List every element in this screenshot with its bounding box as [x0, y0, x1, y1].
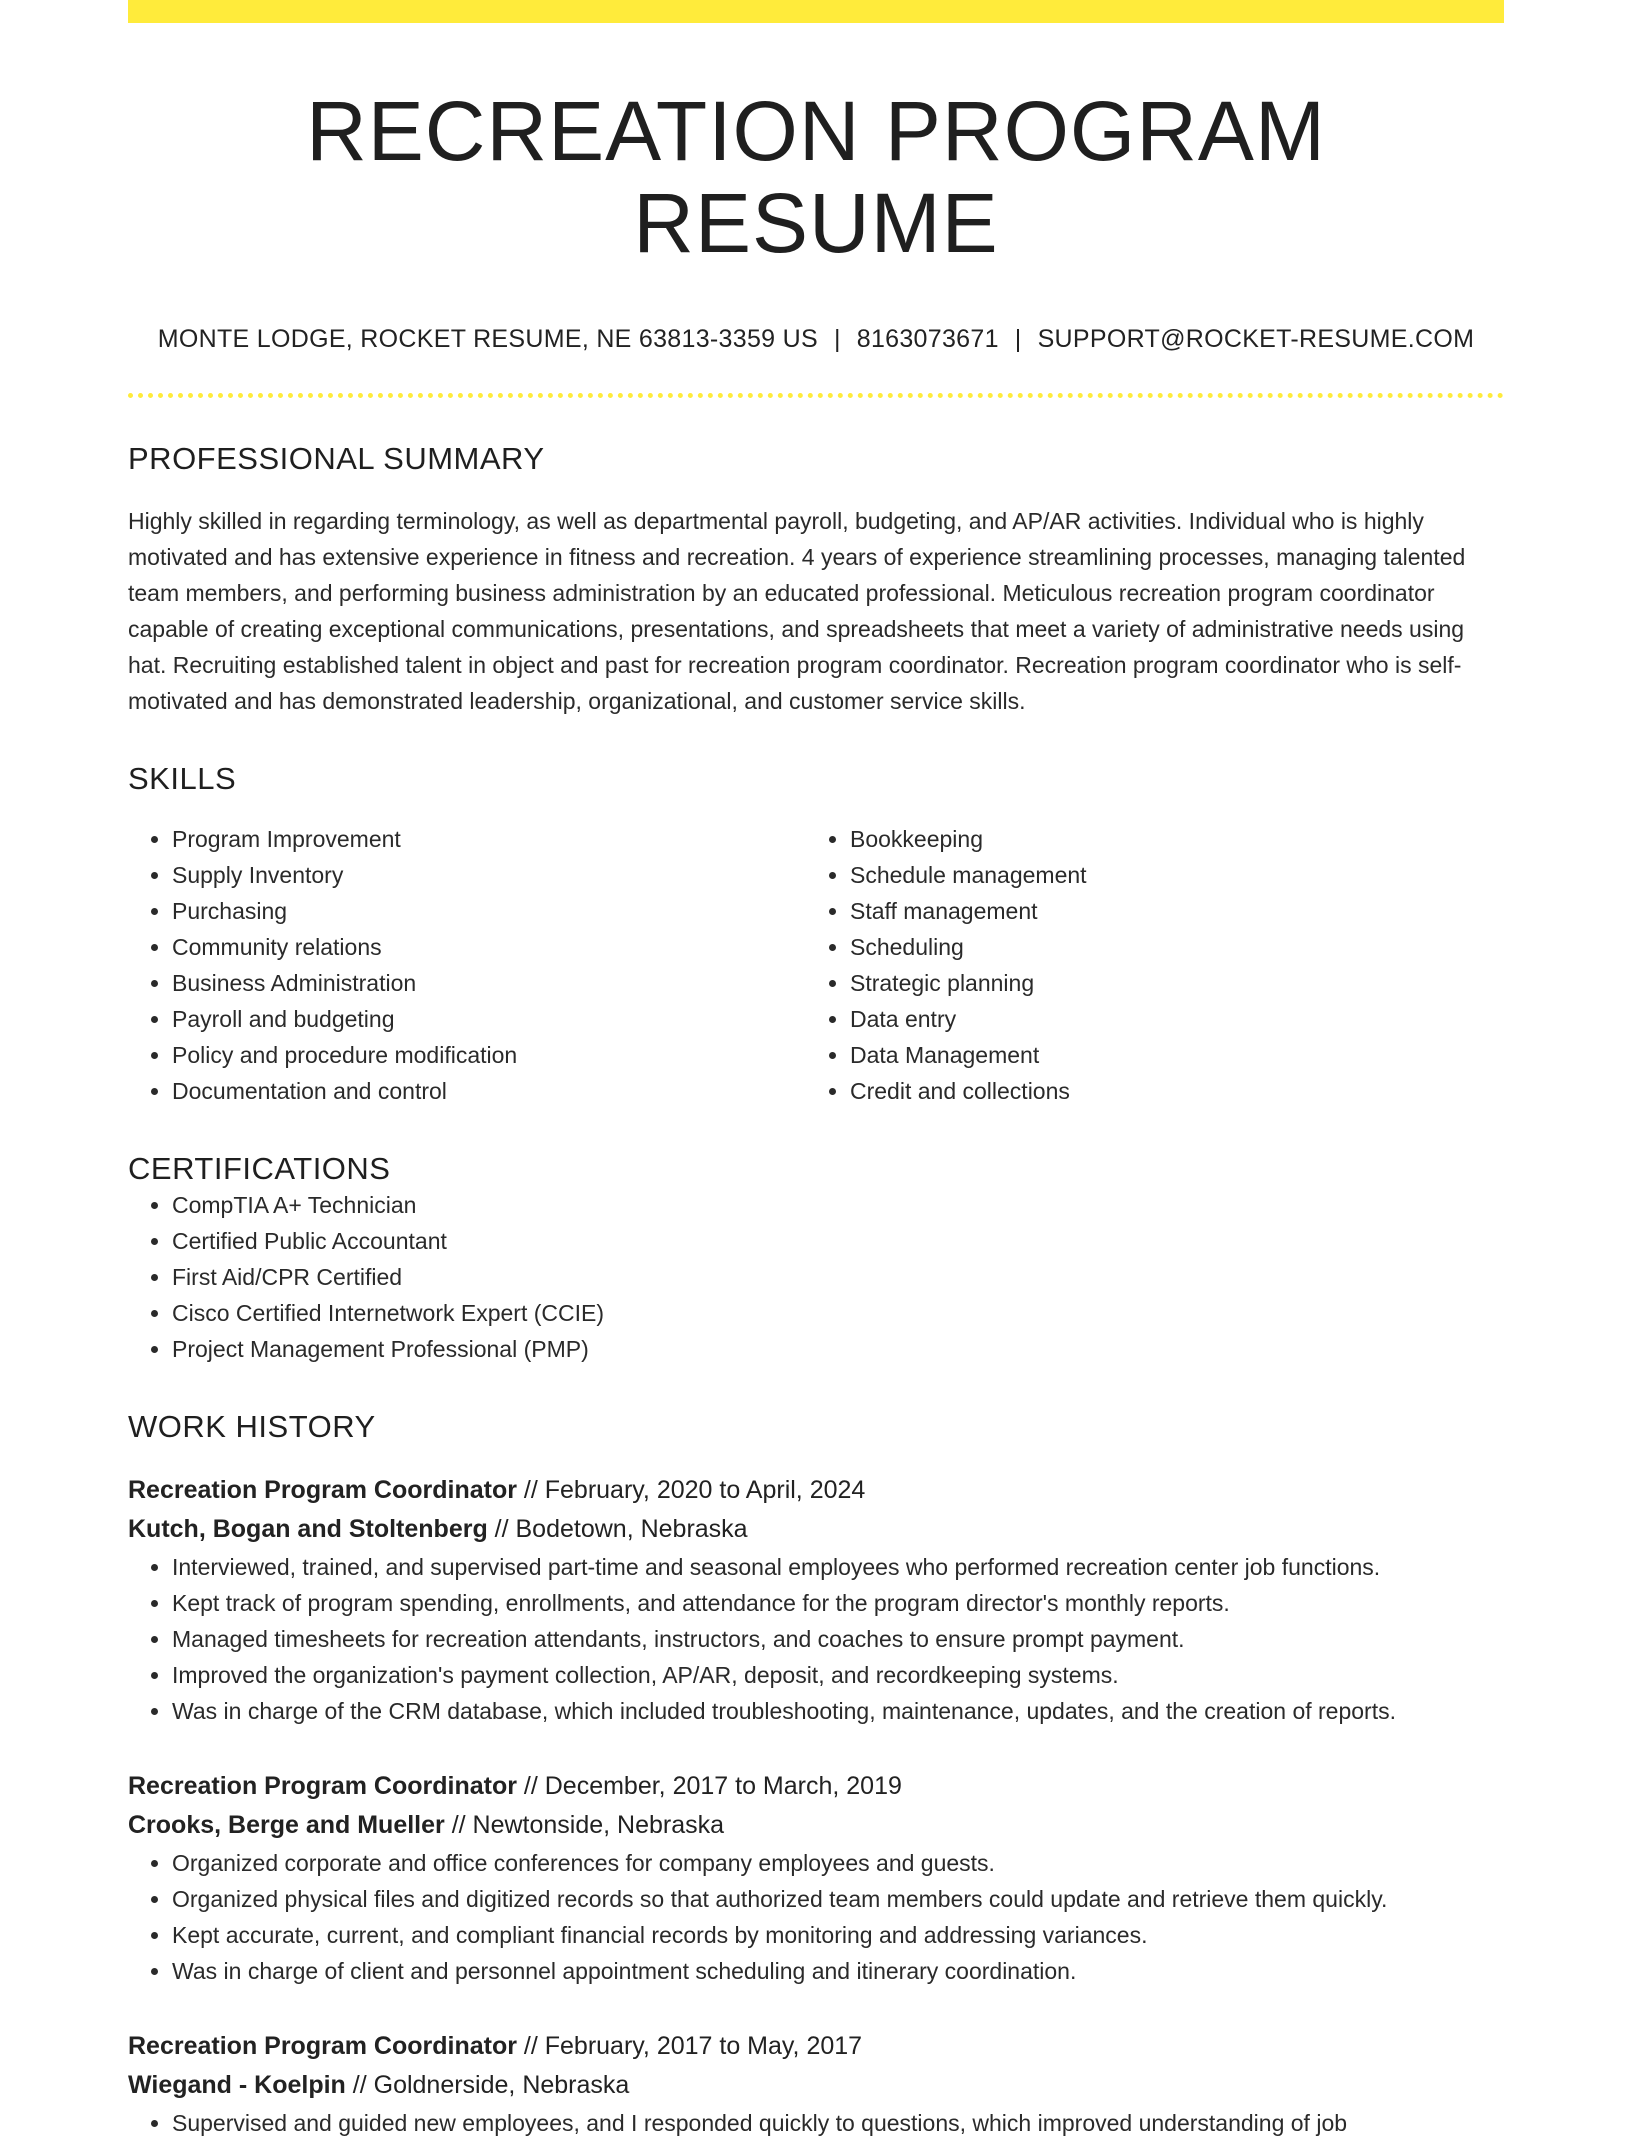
job-dates: // February, 2017 to May, 2017: [523, 2031, 863, 2060]
skill-item: • Program Improvement: [172, 821, 806, 857]
skills-column-right: [806, 821, 1484, 1109]
dotted-divider: [128, 393, 1504, 398]
job-company-line: [128, 1510, 1504, 1549]
skills-heading: SKILLS: [128, 760, 237, 796]
job-title-line: [128, 1767, 1504, 1806]
skill-item: • Schedule management: [850, 857, 1484, 893]
certification-item: • First Aid/CPR Certified: [172, 1259, 1504, 1295]
job-duty-item: • Interviewed, trained, and supervised part-time and seasonal employees who performed recreation center job functions.: [172, 1549, 1504, 1585]
job-company: Kutch, Bogan and Stoltenberg: [128, 1514, 488, 1543]
job-duty-item: • Was in charge of client and personnel appointment scheduling and itinerary coordination.: [172, 1953, 1504, 1989]
work-history-heading: WORK HISTORY: [128, 1408, 376, 1444]
skill-item: • Data entry: [850, 1001, 1484, 1037]
job-duties-list: [128, 1549, 1504, 1729]
skill-item: • Business Administration: [172, 965, 806, 1001]
job-duties-list: [128, 2105, 1504, 2141]
skill-item: • Payroll and budgeting: [172, 1001, 806, 1037]
contact-separator: |: [833, 324, 841, 353]
contact-phone: 8163073671: [856, 324, 999, 353]
job-title-line: [128, 1471, 1504, 1510]
skill-item: • Supply Inventory: [172, 857, 806, 893]
skill-item: • Bookkeeping: [850, 821, 1484, 857]
job-dates: // February, 2020 to April, 2024: [523, 1475, 866, 1504]
certification-item: • CompTIA A+ Technician: [172, 1187, 1504, 1223]
skill-item: • Staff management: [850, 893, 1484, 929]
contact-line: [128, 325, 1504, 354]
job-entry: [128, 1767, 1504, 1989]
resume-title: RECREATION PROGRAM RESUME: [306, 84, 1326, 271]
job-location: // Goldnerside, Nebraska: [352, 2070, 630, 2099]
job-entry: [128, 1471, 1504, 1729]
certification-item: • Project Management Professional (PMP): [172, 1331, 1504, 1367]
skills-columns: [128, 821, 1504, 1109]
job-entry: [128, 2027, 1504, 2141]
skill-item: • Credit and collections: [850, 1073, 1484, 1109]
skills-list-right: [806, 821, 1484, 1109]
skill-item: • Policy and procedure modification: [172, 1037, 806, 1073]
job-duty-item: • Supervised and guided new employees, and I responded quickly to questions, which improved understanding of job: [172, 2105, 1504, 2141]
job-duty-item: • Kept track of program spending, enrollments, and attendance for the program director's monthly reports.: [172, 1585, 1504, 1621]
accent-top-bar: [128, 0, 1504, 23]
skill-item: • Data Management: [850, 1037, 1484, 1073]
skills-column-left: [128, 821, 806, 1109]
skill-item: • Strategic planning: [850, 965, 1484, 1001]
job-dates: // December, 2017 to March, 2019: [523, 1771, 902, 1800]
job-company-line: [128, 1806, 1504, 1845]
skill-item: • Scheduling: [850, 929, 1484, 965]
summary-section: [128, 441, 1504, 719]
certifications-heading: CERTIFICATIONS: [128, 1150, 391, 1186]
summary-text: Highly skilled in regarding terminology, as well as departmental payroll, budgeting, and AP/AR activities. Individual who is highly motivated and has extensive experience in fitness and recreation. 4 years of experience streamlining processes, managing talented team members, and performing business administration by an educated professional. Meticulous recreation program coordinator capable of creating exceptional communications, presentations, and spreadsheets that meet a variety of administrative needs using hat. Recruiting established talent in object and past for recreation program coordinator. Recreation program coordinator who is self-motivated and has demonstrated leadership, organizational, and customer service skills.: [128, 507, 1466, 714]
job-company: Wiegand - Koelpin: [128, 2070, 346, 2099]
skills-section: [128, 761, 1504, 1109]
certifications-section: [128, 1151, 1504, 1367]
job-duty-item: • Kept accurate, current, and compliant financial records by monitoring and addressing variances.: [172, 1917, 1504, 1953]
job-title: Recreation Program Coordinator: [128, 1771, 517, 1800]
job-company: Crooks, Berge and Mueller: [128, 1810, 445, 1839]
job-duty-item: • Managed timesheets for recreation attendants, instructors, and coaches to ensure prompt payment.: [172, 1621, 1504, 1657]
skill-item: • Documentation and control: [172, 1073, 806, 1109]
summary-heading: PROFESSIONAL SUMMARY: [128, 440, 545, 476]
job-duty-item: • Improved the organization's payment collection, AP/AR, deposit, and recordkeeping systems.: [172, 1657, 1504, 1693]
skills-list-left: [128, 821, 806, 1109]
contact-address: MONTE LODGE, ROCKET RESUME, NE 63813-3359 US: [157, 324, 818, 353]
certification-item: • Certified Public Accountant: [172, 1223, 1504, 1259]
work-history-section: [128, 1409, 1504, 2141]
resume-page: [128, 0, 1504, 2141]
job-title: Recreation Program Coordinator: [128, 1475, 517, 1504]
contact-email: SUPPORT@ROCKET-RESUME.COM: [1037, 324, 1475, 353]
contact-separator: |: [1014, 324, 1022, 353]
certifications-list: [128, 1187, 1504, 1367]
work-history-jobs: [128, 1471, 1504, 2141]
skill-item: • Purchasing: [172, 893, 806, 929]
certification-item: • Cisco Certified Internetwork Expert (CCIE): [172, 1295, 1504, 1331]
job-title: Recreation Program Coordinator: [128, 2031, 517, 2060]
skill-item: • Community relations: [172, 929, 806, 965]
job-duty-item: • Was in charge of the CRM database, which included troubleshooting, maintenance, updates, and the creation of reports.: [172, 1693, 1504, 1729]
job-location: // Newtonside, Nebraska: [451, 1810, 725, 1839]
job-duty-item: • Organized physical files and digitized records so that authorized team members could update and retrieve them quickly.: [172, 1881, 1504, 1917]
job-company-line: [128, 2066, 1504, 2105]
job-title-line: [128, 2027, 1504, 2066]
job-duties-list: [128, 1845, 1504, 1989]
job-location: // Bodetown, Nebraska: [494, 1514, 748, 1543]
job-duty-item: • Organized corporate and office conferences for company employees and guests.: [172, 1845, 1504, 1881]
